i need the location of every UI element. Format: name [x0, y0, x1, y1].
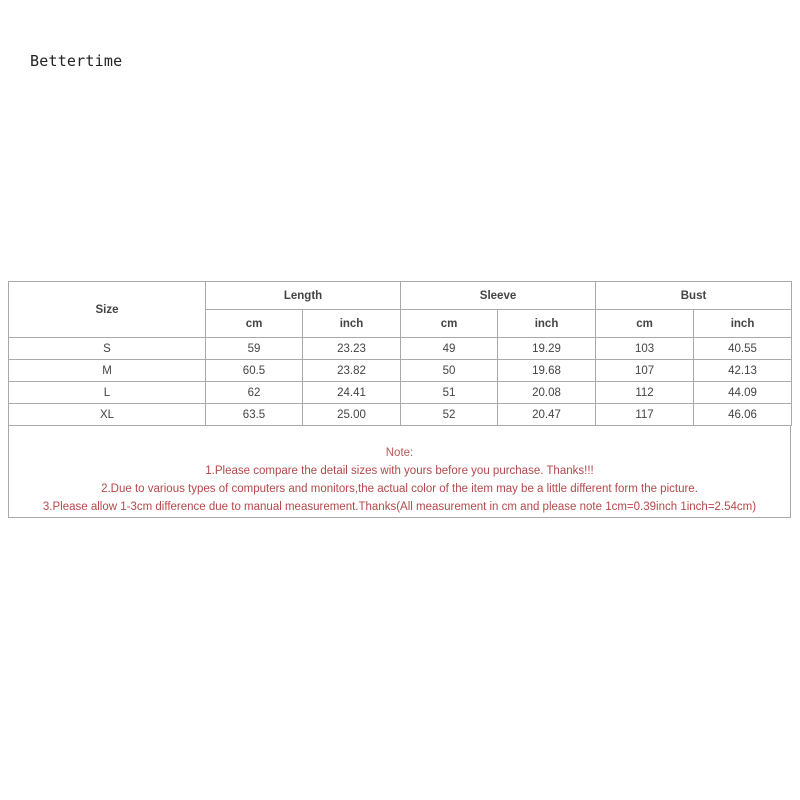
unit-header: cm — [401, 310, 498, 338]
group-header-bust: Bust — [596, 282, 792, 310]
note-line: 1.Please compare the detail sizes with yours before you purchase. Thanks!!! — [205, 465, 594, 477]
table-cell: 20.08 — [498, 382, 596, 404]
table-cell: 44.09 — [694, 382, 792, 404]
table-cell: 19.29 — [498, 338, 596, 360]
unit-header: inch — [498, 310, 596, 338]
note-line: 2.Due to various types of computers and monitors,the actual color of the item may be a little different form the picture. — [101, 483, 698, 495]
table-cell: 117 — [596, 404, 694, 426]
unit-header: inch — [694, 310, 792, 338]
size-table — [8, 281, 792, 426]
unit-header: inch — [303, 310, 401, 338]
table-cell: 50 — [401, 360, 498, 382]
table-cell: 107 — [596, 360, 694, 382]
brand-name: Bettertime — [30, 52, 123, 70]
table-cell: 52 — [401, 404, 498, 426]
table-row — [9, 404, 792, 426]
table-cell: 24.41 — [303, 382, 401, 404]
table-cell: 46.06 — [694, 404, 792, 426]
table-cell: 25.00 — [303, 404, 401, 426]
size-chart — [8, 281, 791, 518]
table-cell: 103 — [596, 338, 694, 360]
table-row — [9, 382, 792, 404]
table-cell: 112 — [596, 382, 694, 404]
size-cell: L — [9, 382, 206, 404]
table-cell: 23.23 — [303, 338, 401, 360]
table-cell: 19.68 — [498, 360, 596, 382]
unit-header: cm — [596, 310, 694, 338]
unit-header: cm — [206, 310, 303, 338]
table-row — [9, 360, 792, 382]
header-row-groups — [9, 282, 792, 310]
table-cell: 59 — [206, 338, 303, 360]
table-cell: 23.82 — [303, 360, 401, 382]
note-box — [8, 426, 791, 518]
note-line: 3.Please allow 1-3cm difference due to manual measurement.Thanks(All measurement in cm and please note 1cm=0.39inch 1inch=2.54cm) — [42, 501, 757, 513]
table-cell: 63.5 — [206, 404, 303, 426]
size-header: Size — [9, 282, 206, 338]
size-cell: M — [9, 360, 206, 382]
size-cell: XL — [9, 404, 206, 426]
table-cell: 49 — [401, 338, 498, 360]
size-cell: S — [9, 338, 206, 360]
table-cell: 62 — [206, 382, 303, 404]
table-cell: 60.5 — [206, 360, 303, 382]
table-row — [9, 338, 792, 360]
group-header-sleeve: Sleeve — [401, 282, 596, 310]
group-header-length: Length — [206, 282, 401, 310]
table-cell: 40.55 — [694, 338, 792, 360]
note-title: Note: — [385, 447, 414, 459]
table-cell: 51 — [401, 382, 498, 404]
table-cell: 20.47 — [498, 404, 596, 426]
table-cell: 42.13 — [694, 360, 792, 382]
